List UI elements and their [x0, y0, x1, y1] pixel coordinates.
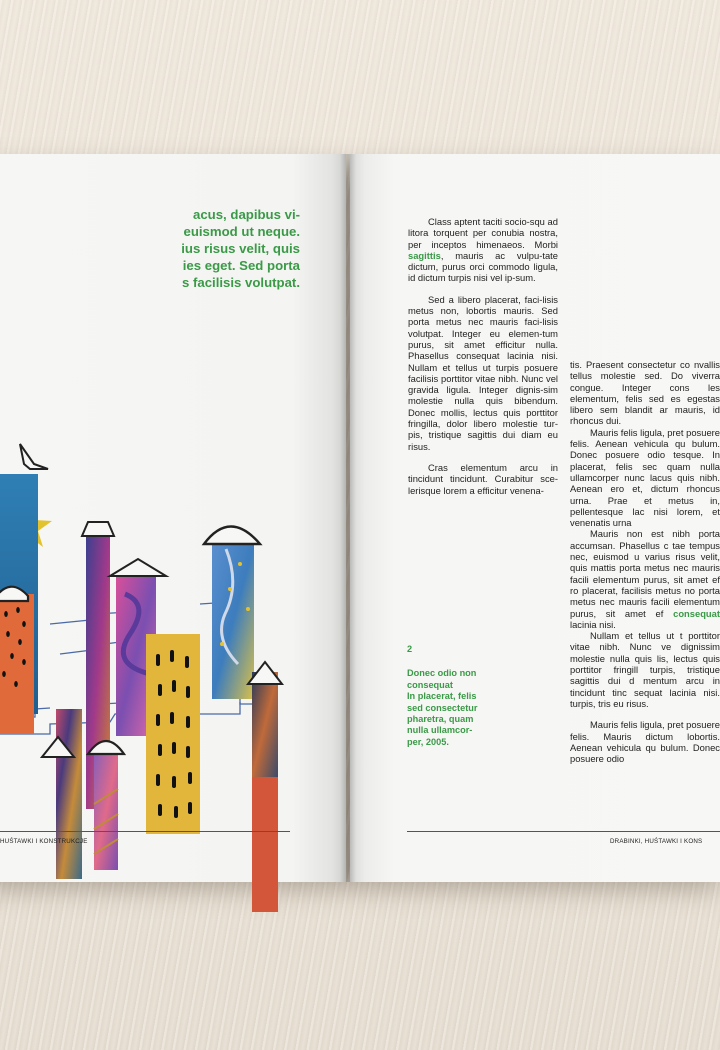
tower-marble — [56, 709, 82, 879]
right-column-1 — [408, 216, 558, 496]
left-heading — [0, 206, 300, 291]
side-note-line: In placerat, felis — [407, 691, 477, 702]
left-heading-line: acus, dapibus vi- — [193, 207, 300, 222]
paragraph: Mauris felis ligula, pret posuere felis. Mauris dictum lobortis. Aenean vehicula qu bulum. Donec posuere odio — [570, 719, 720, 765]
left-page — [0, 154, 346, 882]
left-heading-line: ies eget. Sed porta — [182, 258, 300, 273]
left-heading-line: ius risus velit, quis — [181, 241, 300, 256]
tower-sky — [212, 544, 254, 699]
side-note-line: per, 2005. — [407, 736, 449, 747]
side-note-number: 2 — [407, 644, 413, 654]
tower-roof — [110, 559, 166, 576]
side-note-line: nulla ullamcor- — [407, 725, 473, 736]
highlight-word: sagittis — [408, 249, 441, 261]
paragraph: Mauris felis ligula, pret posuere felis. Aenean vehicula qu bulum. Donec posuere odio tesque. In placerat, felis sec quam nulla ullamcorper nunc lacus quis nibh. Aenean ero et, dictum rhoncus urna. Prae et metus in, pellentesque lac nisi lorem, et venenatis urna — [570, 426, 720, 529]
book-gutter — [340, 154, 356, 882]
right-footer-text: DRABINKI, HUŚTAWKI I KONS — [610, 838, 703, 845]
right-page — [350, 154, 720, 882]
right-footer-rule — [407, 831, 720, 832]
left-footer-text: HUŚTAWKI I KONSTRUKCJE — [0, 838, 88, 845]
side-note-line: sed consectetur — [407, 702, 478, 713]
side-note — [407, 644, 497, 748]
highlight-word: consequat — [673, 607, 720, 619]
side-note-line: pharetra, quam — [407, 714, 474, 725]
paragraph: Cras elementum arcu in tincidunt tincidunt. Curabitur sce-lerisque lorem a efficitur venena- — [408, 461, 558, 496]
tower-dome — [204, 527, 260, 545]
tower-roof — [82, 522, 114, 536]
side-note-line: consequat — [407, 679, 453, 690]
right-column-2 — [570, 359, 720, 764]
paragraph: Class aptent taciti socio-squ ad litora torquent per conubia nostra, per inceptos himenaeos. Morbi sagittis, mauris ac vulpu-tate dictum, purus orci commodo ligula, id dictum turpis nisi vel ip-sum. — [408, 216, 558, 284]
side-note-line: Donec odio non — [407, 668, 477, 679]
paragraph: Mauris non est nibh porta accumsan. Phasellus c tae tempus nec, euismod u varius risus velit, quis mattis porta metus nec mauris facili elementum purus, sit amet ef ro placerat, facilisis metus no porta metus nec mauris facili elementum purus, sit amet ef consequat lacinia nisi. — [570, 528, 720, 630]
castle-illustration — [0, 344, 300, 774]
left-footer-rule — [0, 831, 290, 832]
paragraph: Sed a libero placerat, faci-lisis metus non, lobortis mauris. Sed porta metus nec mauris faci-lisis volutpat. Integer eu elemen-tum purus, sit amet efficitur nulla. Phasellus consequat lacinia nisi. Nullam et tellus ut turpis posuere facilisis porttitor vitae nibh. Nunc vel gravida ligula. Integer dignis-sim molestie nulla quis bibendum. Donec mollis, lectus quis porttitor fringilla, dolor libero molestie tur-pis, tristique sagittis dui diam eu risus. — [408, 293, 558, 452]
paragraph: Nullam et tellus ut t porttitor vitae nibh. Nunc ve dignissim molestie nulla quis lis, lectus quis porttitor fringill turpis, tristique sagittis dui d mentum arcu in tincidunt tinc sequat lacinia nisi. turpis, tris eu risus. — [570, 630, 720, 709]
left-heading-line: s facilisis volutpat. — [182, 275, 300, 290]
tower-roof — [20, 444, 48, 469]
paragraph: tis. Praesent consectetur co nvallis tellus molestie sed. Do viverra congue. Integer cons les elementum, felis sed es egestas libero sem blandit ar mauris, id rhoncus dui. — [570, 359, 720, 427]
left-heading-line: euismod ut neque. — [183, 224, 300, 239]
